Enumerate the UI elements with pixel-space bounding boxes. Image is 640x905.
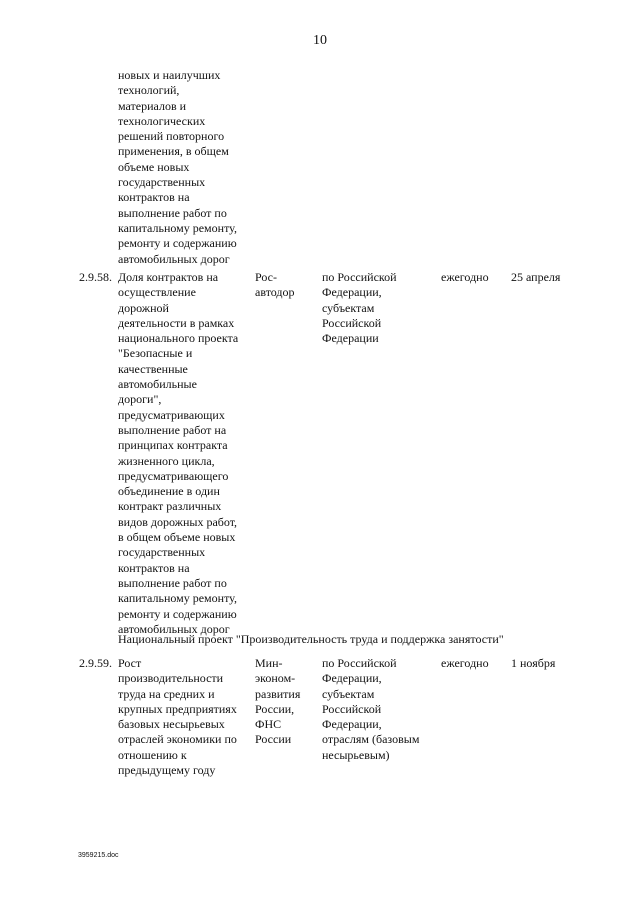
indicator-level: по Российской Федерации, субъектам Российской Федерации (322, 270, 397, 346)
document-footer: 3959215.doc (78, 852, 119, 859)
indicator-date: 1 ноября (511, 656, 556, 670)
indicator-name: Доля контрактов на осуществление дорожной деятельности в рамках национального проекта "Безопасные и качественные автомобильные дороги", предусматривающих выполнение работ на принципах контракта жизненного цикла, предусматривающего объединение в один контракт различных видов дорожных работ, в общем объеме новых государственных контрактов на выполнение работ по капитальному ремонту, ремонту и содержанию автомобильных дорог (118, 270, 239, 636)
indicator-name: Рост производительности труда на средних и крупных предприятиях базовых несырьевых отраслей экономики по отношению к предыдущему году (118, 656, 237, 778)
continuation-indicator-name: новых и наилучших технологий, материалов и технологических решений повторного применения, в общем объеме новых государственных контрактов на выполнение работ по капитальному ремонту, ремонту и содержанию автомобильных дорог (118, 68, 237, 266)
indicator-period: ежегодно (441, 270, 489, 284)
indicator-number: 2.9.59. (79, 656, 112, 670)
indicator-period: ежегодно (441, 656, 489, 670)
section-heading: Национальный проект "Производительность труда и поддержка занятости" (118, 632, 504, 646)
page-number: 10 (313, 33, 327, 48)
indicator-level: по Российской Федерации, субъектам Российской Федерации, отраслям (базовым несырьевым) (322, 656, 420, 762)
indicator-responsible: Рос- автодор (255, 270, 295, 300)
indicator-date: 25 апреля (511, 270, 561, 284)
indicator-responsible: Мин- эконом- развития России, ФНС России (255, 656, 301, 747)
indicator-number: 2.9.58. (79, 270, 112, 284)
